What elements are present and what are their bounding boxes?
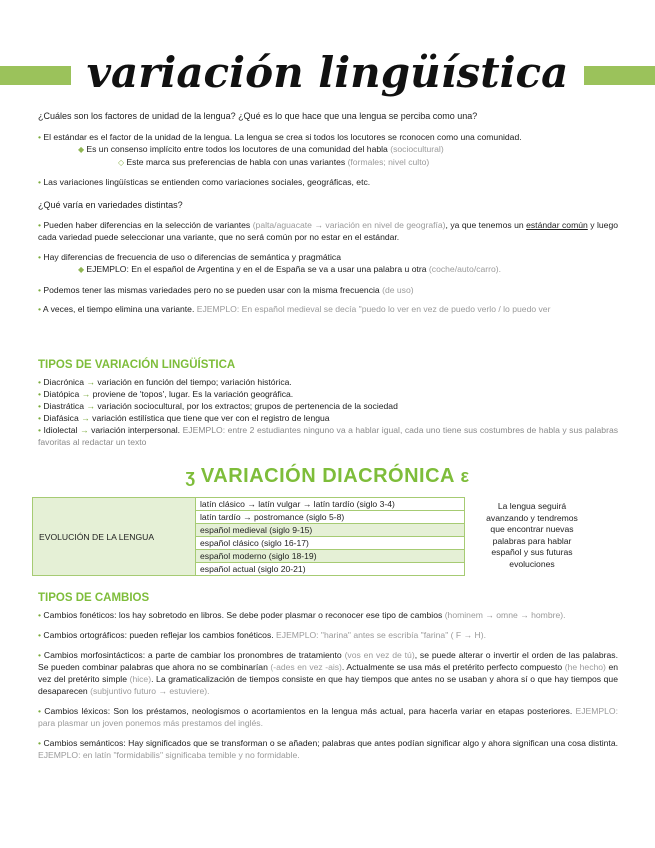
paragraph-tiempo: • A veces, el tiempo elimina una variante. EJEMPLO: En español medieval se decía "puedo lo ver en vez de puedo verlo / lo puedo ver: [38, 304, 551, 314]
list-item: • Diacrónica → variación en función del tiempo; variación histórica.: [38, 377, 292, 387]
cambio-lexicos: • Cambios léxicos: Son los préstamos, neologismos o acortamientos en la lengua más actual, para hacerla variar en etapas posteriores. EJEMPLO: para plasmar un joven ponemos más prestamos del inglés.: [38, 706, 618, 728]
paragraph-variaciones: • Las variaciones lingüísticas se entienden como variaciones sociales, geográficas, etc.: [38, 177, 371, 187]
sub-bullet-preferencias: ◇ Este marca sus preferencias de habla con unas variantes (formales; nivel culto): [118, 157, 430, 167]
paragraph-misma-frecuencia: • Podemos tener las mismas variedades pero no se pueden usar con la misma frecuencia (de uso): [38, 285, 414, 295]
tipos-cambios-list: [38, 609, 618, 761]
cambio-morfosintacticos: • Cambios morfosintácticos: a parte de cambiar los pronombres de tratamiento (vos en vez de tú), se puede alterar o invertir el orden de las palabras. Se pueden combinar palabras que ahora no se combinarían (-ades en vez -ais). Actualmente se usa más el pretérito perfecto compuesto (he hecho) en vez del pretérito simple (hice). La gramaticalización de tiempos consiste en que hay tiempos que antes no se usaban y ahora sí o que hay tiempos que desaparecen (subjuntivo futuro → estuviere).: [38, 650, 618, 696]
list-item: • Diatópica → proviene de 'topos', lugar. Es la variación geográfica.: [38, 389, 294, 399]
evolucion-row: español moderno (siglo 18-19): [196, 550, 465, 563]
evolucion-row: español actual (siglo 20-21): [196, 563, 465, 576]
cambio-ortograficos: • Cambios ortográficos: pueden reflejar los cambios fonéticos. EJEMPLO: "harina" antes se escribía "farina" ( F → H).: [38, 630, 486, 640]
evolucion-row: latín clásico → latín vulgar → latín tardío (siglo 3-4): [196, 498, 465, 511]
list-item: • Diastrática → variación sociocultural, por los extractos; grupos de pertenencia de la sociedad: [38, 401, 398, 411]
sub-bullet-ejemplo: ◆ EJEMPLO: En el español de Argentina y en el de España se va a usar una palabra u otra (coche/auto/carro).: [78, 264, 502, 274]
page-title: variación lingüística: [0, 46, 655, 100]
question-1: ¿Cuáles son los factores de unidad de la lengua? ¿Qué es lo que hace que una lengua se perciba como una?: [38, 111, 478, 121]
paragraph-frecuencia: • Hay diferencias de frecuencia de uso o diferencias de semántica y pragmática: [38, 252, 342, 262]
paragraph-standard: • El estándar es el factor de la unidad de la lengua. La lengua se crea si todos los locutores se rconocen como una comunidad.: [38, 132, 522, 142]
sub-bullet-consenso: ◆ Es un consenso implícito entre todos los locutores de una comunidad del habla (sociocultural): [78, 144, 444, 154]
list-item: • Diafásica → variación estilística que tiene que ver con el registro de lengua: [38, 413, 330, 423]
evolucion-row: español medieval (siglo 9-15): [196, 524, 465, 537]
side-note: La lengua seguirá avanzando y tendremos que encontrar nuevas palabras para hablar español y sus futuras evoluciones: [486, 501, 578, 569]
evolucion-row: español clásico (siglo 16-17): [196, 537, 465, 550]
cambio-foneticos: • Cambios fonéticos: los hay sobretodo en libros. Se debe poder plasmar o reconocer ese tipo de cambios (hominem → omne → hombre).: [38, 610, 566, 620]
intro-section: [38, 110, 618, 315]
tipos-variacion-list: [38, 376, 618, 448]
heading-tipos-cambios: TIPOS DE CAMBIOS: [38, 592, 150, 604]
heading-variacion-diacronica: ʒ VARIACIÓN DIACRÓNICA ε: [185, 465, 470, 487]
list-item: • Idiolectal → variación interpersonal. EJEMPLO: entre 2 estudiantes ninguno va a hablar igual, cada uno tiene sus costumbres de habla y sus palabras favoritas al redactar un texto: [38, 425, 619, 447]
cambio-semanticos: • Cambios semánticos: Hay significados que se transforman o se añaden; palabras que antes podían significar algo y ahora significan una cosa distinta. EJEMPLO: en latín "formidabilis" significaba temible y no formidable.: [38, 738, 618, 760]
evolucion-label: EVOLUCIÓN DE LA LENGUA: [33, 498, 196, 576]
question-2: ¿Qué varía en variedades distintas?: [38, 200, 183, 210]
heading-tipos-variacion: TIPOS DE VARIACIÓN LINGÜÍSTICA: [38, 359, 236, 371]
evolucion-row: latín tardío → postromance (siglo 5-8): [196, 511, 465, 524]
evolucion-table: [32, 497, 465, 576]
paragraph-seleccion: • Pueden haber diferencias en la selección de variantes (palta/aguacate → variación en nivel de geografía), ya que tenemos un estándar común y luego cada variedad puede seleccionar una variante, que no será común por no estar en el estándar.: [38, 220, 619, 242]
